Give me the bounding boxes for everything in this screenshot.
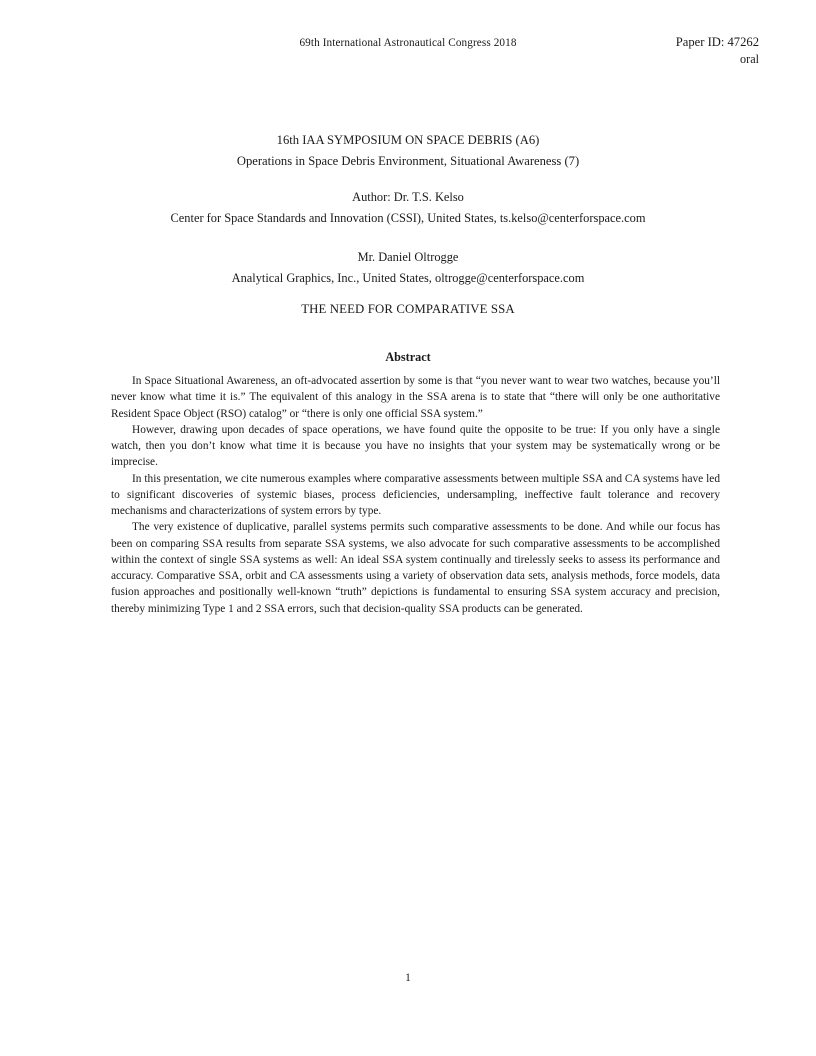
author-entry — [57, 187, 759, 228]
conference-name: 69th International Astronautical Congress 2018 — [299, 37, 517, 49]
symposium-session: Operations in Space Debris Environment, Situational Awareness (7) — [236, 153, 580, 168]
paper-id-block — [676, 34, 759, 67]
author-name: Mr. Daniel Oltrogge — [357, 250, 459, 264]
page-number: 1 — [405, 972, 411, 984]
abstract-paragraph: In Space Situational Awareness, an oft-advocated assertion by some is that “you never want to wear two watches, because you’ll never know what time it is.” The equivalent of this analogy in the SSA arena is to state that “there will only be one authoritative Resident Space Object (RSO) catalog” or “there is only one official SSA system.” — [111, 375, 720, 420]
abstract-paragraph: However, drawing upon decades of space operations, we have found quite the opposite to be true: If you only have a single watch, then you don’t know what time it is because you have no insights that your system may be systematically wrong or be imprecise. — [111, 423, 720, 469]
page-title: THE NEED FOR COMPARATIVE SSA — [301, 302, 515, 316]
author-block — [57, 187, 759, 288]
presentation-type: oral — [740, 52, 759, 66]
author-name: Author: Dr. T.S. Kelso — [352, 190, 464, 204]
paper-id: Paper ID: 47262 — [675, 35, 759, 49]
abstract-body — [111, 373, 720, 617]
abstract-paragraph: The very existence of duplicative, parallel systems permits such comparative assessments to be done. And while our focus has been on comparing SSA results from separate SSA systems, we also advocate for such comparative assessments to be accomplished within the context of single SSA systems as well: An ideal SSA system continually and tirelessly seeks to assess its performance and accuracy. Comparative SSA, orbit and CA assessments using a variety of observation data sets, analysis methods, force models, data fusion approaches and positionally well-known “truth” depictions is fundamental to ensuring SSA system accuracy and precision, thereby minimizing Type 1 and 2 SSA errors, such that decision-quality SSA products can be generated. — [111, 521, 720, 615]
symposium-block — [57, 130, 759, 171]
author-entry — [57, 247, 759, 288]
author-affiliation: Analytical Graphics, Inc., United States, oltrogge@centerforspace.com — [231, 270, 585, 285]
abstract-heading: Abstract — [385, 350, 431, 364]
running-header — [57, 36, 759, 76]
author-affiliation: Center for Space Standards and Innovation (CSSI), United States, ts.kelso@centerforspace.com — [170, 210, 646, 225]
symposium-title: 16th IAA SYMPOSIUM ON SPACE DEBRIS (A6) — [276, 133, 540, 147]
abstract-paragraph: In this presentation, we cite numerous examples where comparative assessments between multiple SSA and CA systems have led to significant discoveries of systemic biases, process deficiencies, undersampling, ineffective fault tolerance and recovery mechanisms and characterizations of system errors by type. — [111, 472, 720, 517]
